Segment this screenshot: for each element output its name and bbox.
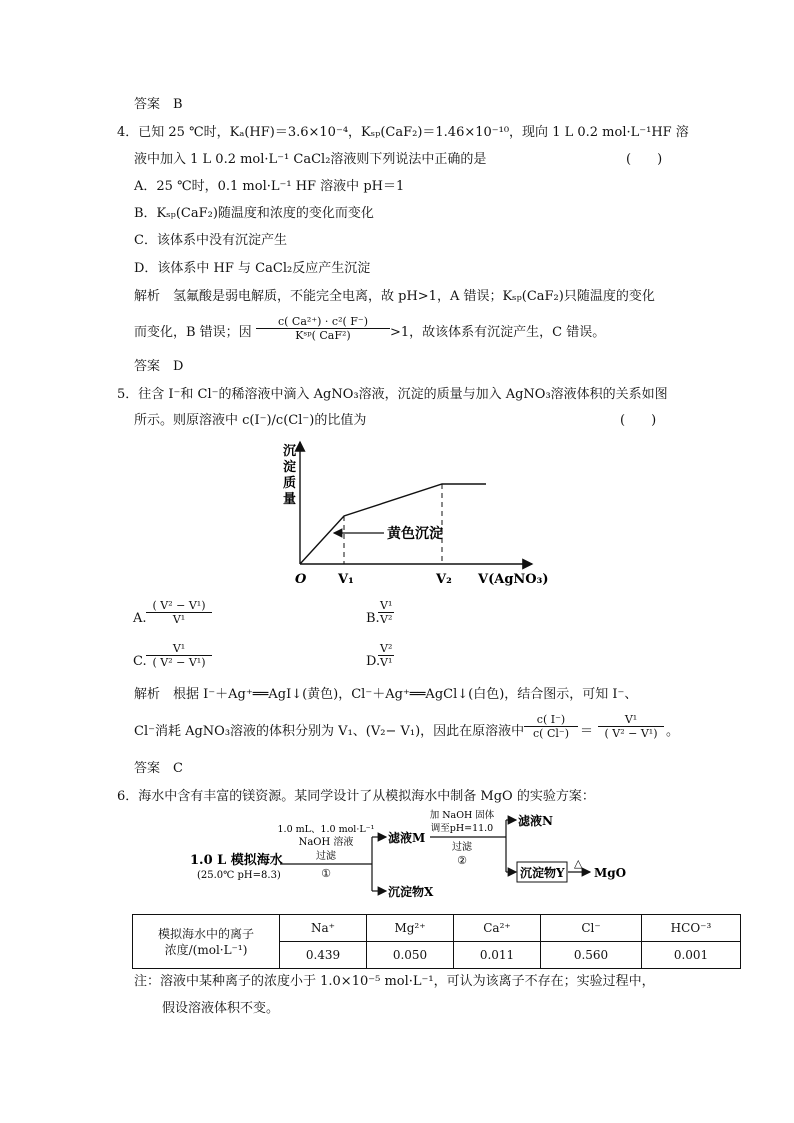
q4-answer-paren: ( ) bbox=[626, 152, 663, 167]
y-label-char: 量 bbox=[283, 492, 297, 507]
q4-fraction-bottom: Kˢᵖ( CaF²) bbox=[295, 329, 351, 342]
fraction-bottom: ( V² − V¹) bbox=[152, 656, 206, 669]
q5-option-b-fraction bbox=[378, 599, 394, 626]
answer-label: 答案 bbox=[134, 359, 161, 374]
step1-operation: 过滤 bbox=[316, 851, 336, 862]
y-label-char: 淀 bbox=[283, 460, 297, 475]
q5-stem-line2: 所示。则原溶液中 c(I⁻)/c(Cl⁻)的比值为 bbox=[134, 413, 367, 428]
q4-analysis-line2b: >1，故该体系有沉淀产生，C 错误。 bbox=[390, 325, 606, 340]
step2-condition: 调至pH=11.0 bbox=[430, 823, 494, 834]
q4-option-c: C．该体系中没有沉淀产生 bbox=[134, 233, 287, 248]
q5-option-d-letter: D. bbox=[366, 654, 381, 669]
fraction-bottom: V¹ bbox=[380, 656, 393, 669]
q4-analysis-line1: 解析 氢氟酸是弱电解质，不能完全电离，故 pH>1，A 错误；Kₛₚ(CaF₂)只随温度的变化 bbox=[134, 289, 655, 304]
ion-value-cell: 0.439 bbox=[280, 942, 367, 969]
table-header-line: 模拟海水中的离子 bbox=[157, 926, 254, 941]
ion-name-cell: HCO⁻³ bbox=[642, 915, 741, 942]
q6-stem-line1: 6．海水中含有丰富的镁资源。某同学设计了从模拟海水中制备 MgO 的实验方案： bbox=[117, 789, 595, 804]
q6-flow-diagram bbox=[190, 808, 630, 898]
ion-value-cell: 0.011 bbox=[454, 942, 541, 969]
q3-answer bbox=[134, 96, 183, 114]
fraction-top: c( I⁻) bbox=[524, 713, 578, 727]
q5-analysis-end: 。 bbox=[666, 724, 680, 739]
answer-label: 答案 bbox=[134, 97, 161, 112]
table-row bbox=[133, 915, 741, 942]
q4-option-a: A．25 ℃时，0.1 mol·L⁻¹ HF 溶液中 pH＝1 bbox=[134, 179, 405, 194]
fraction-bottom: V² bbox=[380, 613, 393, 626]
fraction-bottom: c( Cl⁻) bbox=[533, 727, 569, 740]
fraction-top: ( V² − V¹) bbox=[146, 599, 212, 613]
q5-analysis-fraction2 bbox=[598, 713, 664, 740]
v2-tick-label: V₂ bbox=[436, 572, 452, 587]
v1-tick-label: V₁ bbox=[338, 572, 354, 587]
precipitate-y: 沉淀物Y bbox=[520, 866, 565, 880]
annotation-label: 黄色沉淀 bbox=[387, 526, 443, 542]
product-mgo: MgO bbox=[594, 866, 627, 880]
q5-option-b-letter: B. bbox=[366, 611, 380, 626]
ion-concentration-table bbox=[132, 914, 741, 969]
table-header-line: 浓度/(mol·L⁻¹) bbox=[164, 942, 248, 957]
ion-name-cell: Cl⁻ bbox=[541, 915, 642, 942]
q5-precipitate-graph bbox=[270, 438, 560, 588]
filtrate-m: 滤液M bbox=[388, 831, 426, 845]
q5-option-c-letter: C. bbox=[133, 654, 147, 669]
q5-stem-line1: 5．往含 I⁻和 Cl⁻的稀溶液中滴入 AgNO₃溶液，沉淀的质量与加入 AgNO₃溶液体积的关系如图 bbox=[117, 387, 668, 402]
q5-answer-paren: ( ) bbox=[620, 413, 657, 428]
step1-reagent-name: NaOH 溶液 bbox=[298, 837, 354, 848]
q4-answer bbox=[134, 358, 183, 376]
q4-fraction bbox=[256, 315, 390, 342]
heat-symbol: △ bbox=[574, 857, 583, 870]
answer-value: C bbox=[173, 761, 183, 776]
precipitate-x: 沉淀物X bbox=[388, 885, 434, 898]
x-axis-label: V(AgNO₃) bbox=[478, 572, 549, 587]
q4-analysis-line2a: 而变化，B 错误；因 bbox=[134, 325, 252, 340]
q5-option-c-fraction bbox=[146, 642, 212, 669]
y-label-char: 沉 bbox=[283, 444, 297, 459]
ion-value-cell: 0.001 bbox=[642, 942, 741, 969]
q5-option-a-letter: A. bbox=[133, 611, 147, 626]
table-header-cell bbox=[133, 915, 280, 969]
q5-option-a-fraction bbox=[146, 599, 212, 626]
fraction-bottom: V¹ bbox=[172, 613, 186, 626]
q6-note-line1: 注：溶液中某种离子的浓度小于 1.0×10⁻⁵ mol·L⁻¹，可认为该离子不存在；实验过程中， bbox=[134, 974, 655, 989]
answer-value: B bbox=[173, 97, 183, 112]
fraction-top: V¹ bbox=[146, 642, 212, 656]
q4-option-d: D．该体系中 HF 与 CaCl₂反应产生沉淀 bbox=[134, 261, 371, 276]
filtrate-n: 滤液N bbox=[518, 814, 553, 828]
q6-note-line2: 假设溶液体积不变。 bbox=[162, 1001, 280, 1016]
step2-operation: 过滤 bbox=[452, 842, 472, 853]
ion-name-cell: Na⁺ bbox=[280, 915, 367, 942]
fraction-bottom: ( V² − V¹) bbox=[604, 727, 658, 740]
step1-number: ① bbox=[321, 867, 331, 880]
fraction-top: V¹ bbox=[598, 713, 664, 727]
q5-analysis-fraction1 bbox=[524, 713, 578, 740]
answer-label: 答案 bbox=[134, 761, 161, 776]
precipitate-curve bbox=[300, 484, 486, 564]
q4-stem-line1: 4．已知 25 ℃时，Kₐ(HF)＝3.6×10⁻⁴，Kₛₚ(CaF₂)＝1.46×10⁻¹⁰，现向 1 L 0.2 mol·L⁻¹HF 溶 bbox=[117, 125, 689, 140]
q5-answer bbox=[134, 760, 183, 778]
q5-analysis-equals: ＝ bbox=[580, 724, 594, 739]
q4-fraction-top: c( Ca²⁺) · c²( F⁻) bbox=[256, 315, 390, 329]
ion-value-cell: 0.050 bbox=[367, 942, 454, 969]
step2-number: ② bbox=[457, 854, 467, 867]
ion-name-cell: Ca²⁺ bbox=[454, 915, 541, 942]
ion-name-cell: Mg²⁺ bbox=[367, 915, 454, 942]
step1-reagent: 1.0 mL、1.0 mol·L⁻¹ bbox=[277, 824, 375, 835]
q5-option-d-fraction bbox=[378, 642, 394, 669]
answer-value: D bbox=[173, 359, 184, 374]
step2-reagent: 加 NaOH 固体 bbox=[429, 810, 495, 821]
flow-start-condition: (25.0℃ pH=8.3) bbox=[197, 870, 281, 881]
ion-value-cell: 0.560 bbox=[541, 942, 642, 969]
q5-analysis-line2a: Cl⁻消耗 AgNO₃溶液的体积分别为 V₁、(V₂− V₁)，因此在原溶液中 bbox=[134, 724, 525, 739]
origin-label: O bbox=[295, 572, 307, 587]
fraction-top: V¹ bbox=[380, 599, 393, 612]
q4-option-b: B．Kₛₚ(CaF₂)随温度和浓度的变化而变化 bbox=[134, 206, 374, 221]
q4-stem-line2: 液中加入 1 L 0.2 mol·L⁻¹ CaCl₂溶液则下列说法中正确的是 bbox=[134, 152, 487, 167]
y-label-char: 质 bbox=[283, 476, 297, 491]
fraction-top: V² bbox=[380, 642, 393, 655]
q5-analysis-line1: 解析 根据 I⁻＋Ag⁺══AgI↓(黄色)，Cl⁻＋Ag⁺══AgCl↓(白色)，结合图示，可知 I⁻、 bbox=[134, 687, 638, 702]
flow-start: 1.0 L 模拟海水 bbox=[190, 853, 283, 868]
